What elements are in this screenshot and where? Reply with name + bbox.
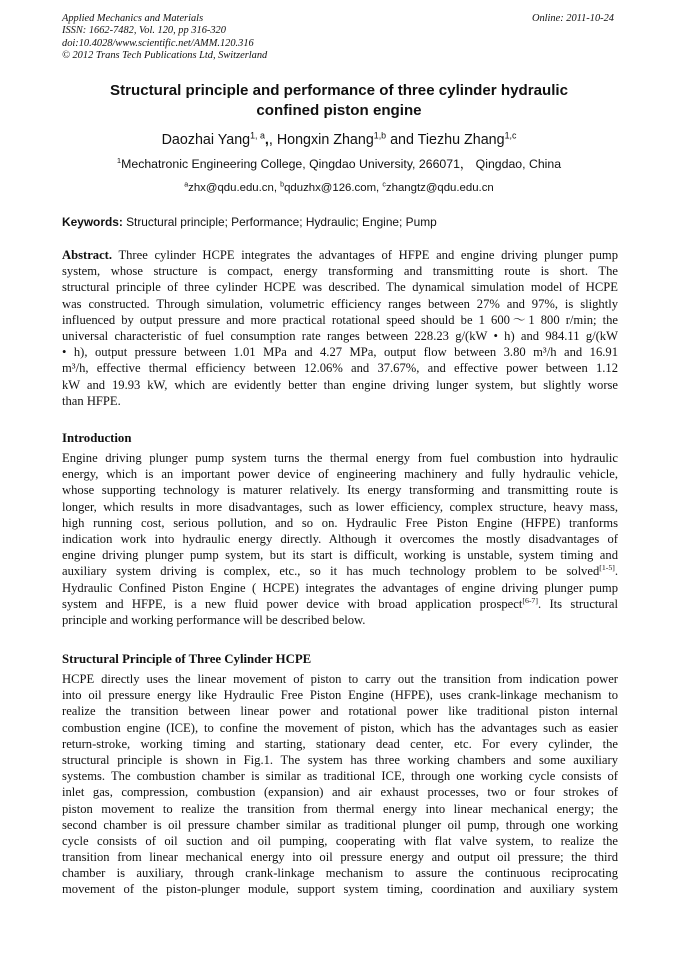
text-line: was constructed. Through simulation, volumetric efficiency ranges between 27% and 97%, is slightly [62,296,618,311]
section-heading-introduction: Introduction [62,431,132,445]
text-line: m³/h, effective thermal efficiency between 12.06% and 37.67%, and effective power between 1.12 [62,361,618,376]
issn-line: ISSN: 1662-7482, Vol. 120, pp 316-320 [62,25,226,37]
author-affil-sup: 1, a [250,130,265,141]
text-line: structural principle is shown in Fig.1. The system has three working chambers and some auxiliary [62,752,618,767]
abstract [62,247,618,409]
text-line [62,596,618,612]
text-line: into oil pressure energy like Hydraulic Free Piston Engine (HFPE), uses crank-linkage mechanism to [62,688,618,703]
author-name: , Hongxin Zhang [268,132,374,148]
email-link[interactable]: zhx@qdu.edu.cn, [188,182,281,194]
text-line: Hydraulic Confined Piston Engine ( HCPE) integrates the advantages of engine driving plunger pump [62,580,618,595]
introduction-body [62,450,618,628]
structural-body [62,671,618,898]
text-line: movement of the piston-plunger module, support system timing, coordination and auxiliary system [62,882,618,897]
affiliation [62,156,616,172]
email-link[interactable]: qduzhx@126.com, [284,182,383,194]
text-line: whose supporting technology is maturer relatively. Its energy transforming and transmitting route is [62,483,618,498]
text-line [62,247,618,263]
email-link[interactable]: zhangtz@qdu.edu.cn [385,182,494,194]
email-sup: a [184,181,189,189]
doi-line: doi:10.4028/www.scientific.net/AMM.120.316 [62,37,254,49]
text-line: systems. The combustion chamber is similar as traditional ICE, through one working cycle consists of [62,769,618,784]
journal-name: Applied Mechanics and Materials [62,13,204,24]
text-line: combustion engine (ICE), to confine the movement of piston, which has the advantages such as easier [62,720,618,735]
text-line: longer, which results in more disadvantages, such as lower efficiency, complex structure, heavy mass, [62,499,618,514]
author-name: and Tiezhu Zhang [386,132,505,148]
author-emails [62,180,616,196]
text-line: cycle consists of oil suction and oil pumping, cooperating with flat valve system, to realize the [62,833,618,848]
section-heading-structural-principle: Structural Principle of Three Cylinder HCPE [62,652,312,666]
text-line: transition from linear mechanical energy into oil pressure energy and output oil pressure; the third [62,850,618,865]
text-line [62,563,618,579]
author-list: Daozhai Yang$^{1, a}$,, Hongxin Zhang$^{1,b}$ and Tiezhu Zhang$^{1,c}$ [161,130,517,148]
citation[interactable]: [1-5] [599,563,615,573]
text-line: high running cost, serious pollution, and so on. Hydraulic Free Piston Engine (HFPE) tranforms [62,515,618,530]
email-sup: c [382,181,386,189]
text-line: chamber is auxiliary, through crank-linkage mechanism to assure the continuous reciprocating [62,866,618,881]
text-line: inlet gas, compression, combustion (expansion) and air exhaust processes, two or four strokes of [62,785,618,800]
text-line: • h), output pressure between 1.01 MPa and 4.27 MPa, output flow between 3.80 m³/h and 16.91 [62,345,618,360]
text-line: return-stroke, working timing and starting, stationary dead center, etc. For every cylinder, the [62,736,618,751]
text-line: second chamber is oil pressure chamber similar as traditional plunger oil pump, through one working [62,817,618,832]
journal-header [62,13,618,63]
text-line: realize the transition between linear power and rotational power like traditional piston internal [62,704,618,719]
text-line: engine driving plunger pump system, but its start is difficult, working is unstable, system timing and [62,548,618,563]
text-line: piston movement to realize the transition from thermal energy into linear mechanical energy; the [62,801,618,816]
title-line-2: confined piston engine [256,102,422,119]
citation[interactable]: [6-7] [522,595,538,605]
author-affil-sup: 1,c [504,130,517,141]
line-text: . [614,564,618,579]
copyright-line: © 2012 Trans Tech Publications Ltd, Switzerland [62,50,268,62]
author-affil-sup: 1,b [373,130,387,141]
online-date: Online: 2011-10-24 [531,13,614,24]
text-line: kW and 19.93 kW, which are evidently better than engine driving lunger system, but slightly worse [62,377,618,392]
email-sup: b [280,181,285,189]
text-line: energy, which is an important power device of engineering machinery and fully hydraulic vehicle, [62,467,618,482]
affil-text: Mechatronic Engineering College, Qingdao University, 266071， Qingdao, China [121,157,562,171]
line-text: Three cylinder HCPE integrates the advantages of HFPE and engine driving plunger pump [112,248,618,262]
keywords-label: Keywords: [62,215,123,229]
author-name: Daozhai Yang [161,132,251,148]
text-line: structural principle of three cylinder HCPE was described. The dynamical simulation model of HCPE [62,280,618,295]
text-line: HCPE directly uses the linear movement of piston to carry out the transition from indication power [62,672,618,686]
text-line: principle and working performance will be described below. [62,612,366,627]
line-text: system and HFPE, is a new fluid power device with broad application prospect [62,596,523,611]
keywords-text: Structural principle; Performance; Hydraulic; Engine; Pump [122,215,437,229]
text-line: system, whose structure is compact, energy transforming and transmitting route is short. The [62,264,618,279]
title-line-1: Structural principle and performance of three cylinder hydraulic [110,82,568,99]
keywords [62,214,618,230]
line-text: auxiliary system driving is complex, etc., so it has much technology problem to be solved [62,564,600,579]
text-line: universal characteristic of fuel consumption rate ranges between 228.23 g/(kW • h) and 984.11 g/(kW [62,328,618,343]
text-line: influenced by output pressure and more practical rotational speed should be 1 600～1 800 r/min; the [62,312,618,327]
affil-sup: 1 [116,156,122,166]
line-text: . Its structural [537,596,618,611]
paper-title [62,81,616,121]
text-line: Engine driving plunger pump system turns the thermal energy from fuel combustion into hydraulic [62,451,618,465]
text-line: indication work into hydraulic energy directly. Although it overcomes the mostly disadvantages of [62,531,618,546]
abstract-label: Abstract. [62,248,113,262]
text-line: than HFPE. [62,393,121,408]
